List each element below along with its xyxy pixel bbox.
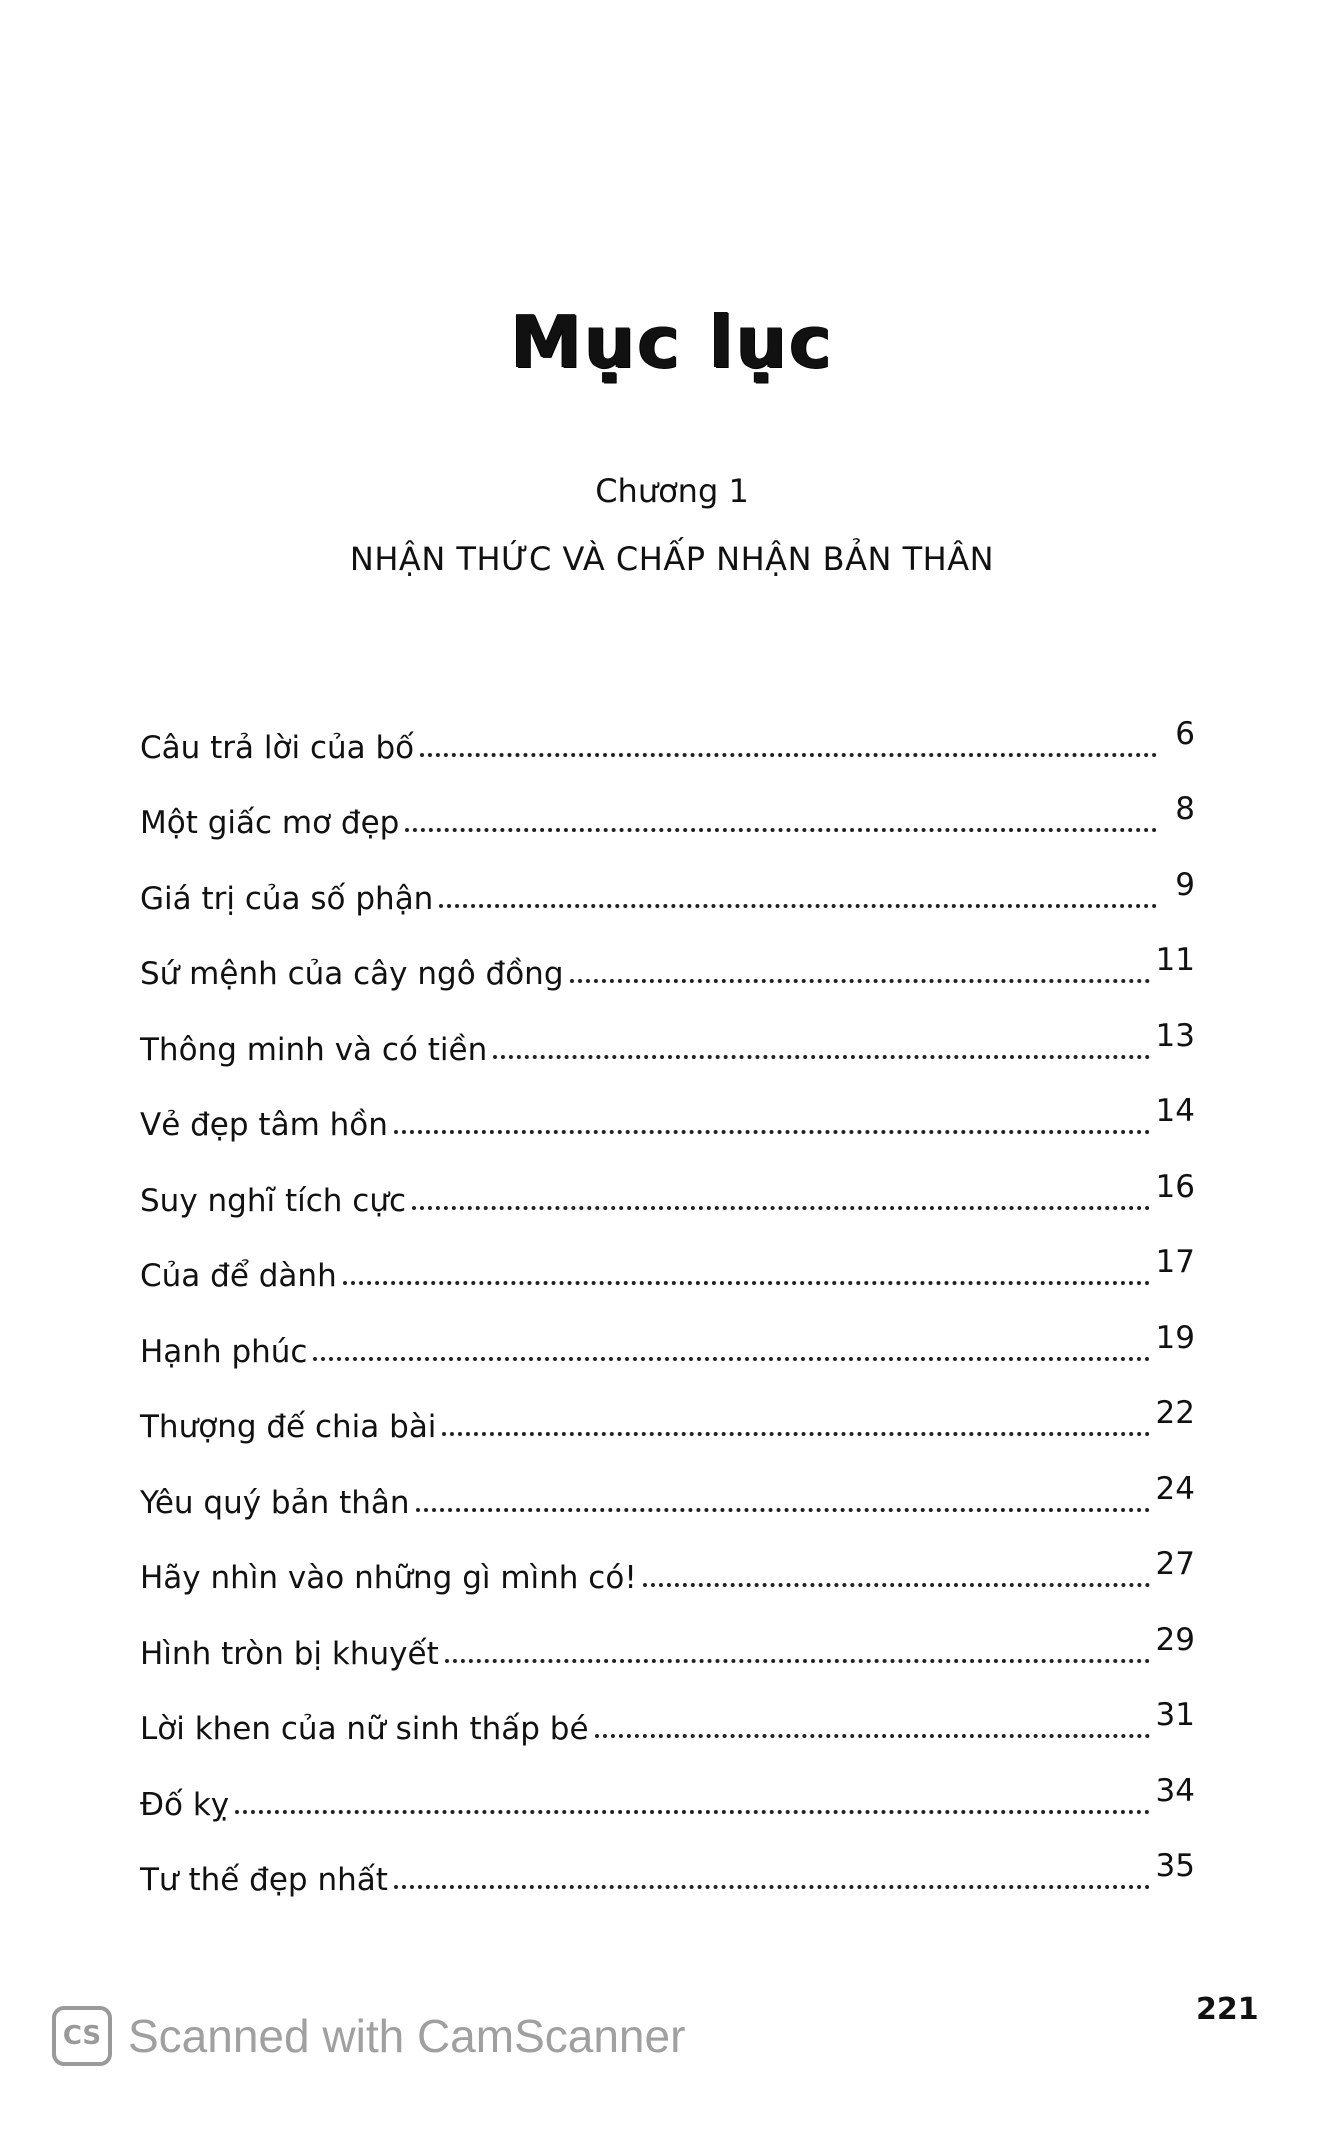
- toc-dot-leader: [235, 1810, 1149, 1814]
- toc-entry-title: Lời khen của nữ sinh thấp bé: [140, 1711, 589, 1747]
- toc-entry-title: Tư thế đẹp nhất: [140, 1862, 388, 1898]
- toc-entry-title: Hạnh phúc: [140, 1333, 308, 1370]
- toc-entry-page: 27: [1155, 1546, 1195, 1582]
- toc-entry-title: Một giấc mơ đẹp: [140, 805, 400, 841]
- toc-entry-page: 35: [1155, 1848, 1195, 1884]
- chapter-title: NHẬN THỨC VÀ CHẤP NHẬN BẢN THÂN: [349, 540, 995, 578]
- toc-dot-leader: [439, 904, 1157, 908]
- toc-entry-page: 22: [1155, 1395, 1195, 1431]
- toc-entry-title: Hãy nhìn vào những gì mình có!: [140, 1560, 637, 1596]
- toc-entry-page: 8: [1175, 791, 1195, 827]
- toc-entry-page: 6: [1175, 715, 1195, 752]
- toc-dot-leader: [570, 979, 1150, 983]
- toc-entry-title: Của để dành: [140, 1258, 337, 1294]
- toc-entry-title: Thông minh và có tiền: [140, 1031, 488, 1068]
- toc-dot-leader: [595, 1734, 1150, 1738]
- toc-dot-leader: [394, 1885, 1150, 1889]
- toc-entry: [140, 1747, 1195, 1823]
- toc-entry-page: 9: [1175, 866, 1195, 903]
- table-of-contents: [140, 690, 1195, 1898]
- toc-entry: [140, 1294, 1195, 1370]
- toc-entry-title: Giá trị của số phận: [140, 880, 434, 917]
- toc-entry: [140, 1370, 1195, 1446]
- toc-entry-title: Sứ mệnh của cây ngô đồng: [140, 956, 564, 992]
- toc-dot-leader: [412, 1206, 1150, 1210]
- toc-dot-leader: [394, 1130, 1150, 1134]
- camscanner-watermark: [52, 2006, 685, 2066]
- toc-entry: [140, 1219, 1195, 1295]
- toc-dot-leader: [405, 828, 1157, 832]
- toc-entry: [140, 917, 1195, 993]
- toc-entry-page: 16: [1155, 1168, 1195, 1205]
- toc-dot-leader: [493, 1055, 1149, 1059]
- toc-entry: [140, 841, 1195, 917]
- page-number: 221: [1196, 1992, 1259, 2027]
- toc-entry-title: Câu trả lời của bố: [140, 729, 415, 766]
- toc-entry-title: Suy nghĩ tích cực: [140, 1182, 407, 1219]
- toc-dot-leader: [643, 1583, 1150, 1587]
- toc-entry: [140, 766, 1195, 842]
- toc-entry: [140, 1143, 1195, 1219]
- toc-entry: [140, 1672, 1195, 1748]
- toc-entry-page: 14: [1155, 1093, 1195, 1129]
- toc-entry: [140, 1823, 1195, 1899]
- toc-entry-title: Yêu quý bản thân: [140, 1484, 410, 1521]
- toc-entry: [140, 1445, 1195, 1521]
- toc-entry-page: 11: [1155, 942, 1195, 978]
- toc-dot-leader: [313, 1357, 1149, 1361]
- toc-entry: [140, 690, 1195, 766]
- chapter-label: Chương 1: [595, 472, 749, 510]
- toc-entry-title: Thượng đế chia bài: [140, 1409, 437, 1445]
- toc-dot-leader: [416, 1508, 1150, 1512]
- toc-dot-leader: [420, 753, 1157, 757]
- toc-entry-page: 17: [1155, 1244, 1195, 1280]
- toc-dot-leader: [442, 1432, 1149, 1436]
- toc-entry-page: 13: [1155, 1017, 1195, 1054]
- toc-entry-page: 19: [1155, 1319, 1195, 1356]
- toc-entry-title: Vẻ đẹp tâm hồn: [140, 1107, 388, 1143]
- toc-entry-page: 31: [1155, 1697, 1195, 1733]
- toc-entry-title: Đố kỵ: [140, 1786, 230, 1823]
- toc-entry-page: 29: [1155, 1621, 1195, 1658]
- page-title: Mục lục: [510, 300, 834, 384]
- camscanner-logo-icon: CS: [52, 2006, 112, 2066]
- toc-dot-leader: [445, 1659, 1150, 1663]
- toc-entry: [140, 1068, 1195, 1144]
- toc-entry: [140, 992, 1195, 1068]
- toc-entry: [140, 1596, 1195, 1672]
- toc-entry-page: 34: [1155, 1772, 1195, 1809]
- watermark-text: Scanned with CamScanner: [128, 2010, 686, 2062]
- toc-dot-leader: [343, 1281, 1150, 1285]
- toc-entry-page: 24: [1155, 1470, 1195, 1507]
- toc-entry: [140, 1521, 1195, 1597]
- toc-entry-title: Hình tròn bị khuyết: [140, 1635, 439, 1672]
